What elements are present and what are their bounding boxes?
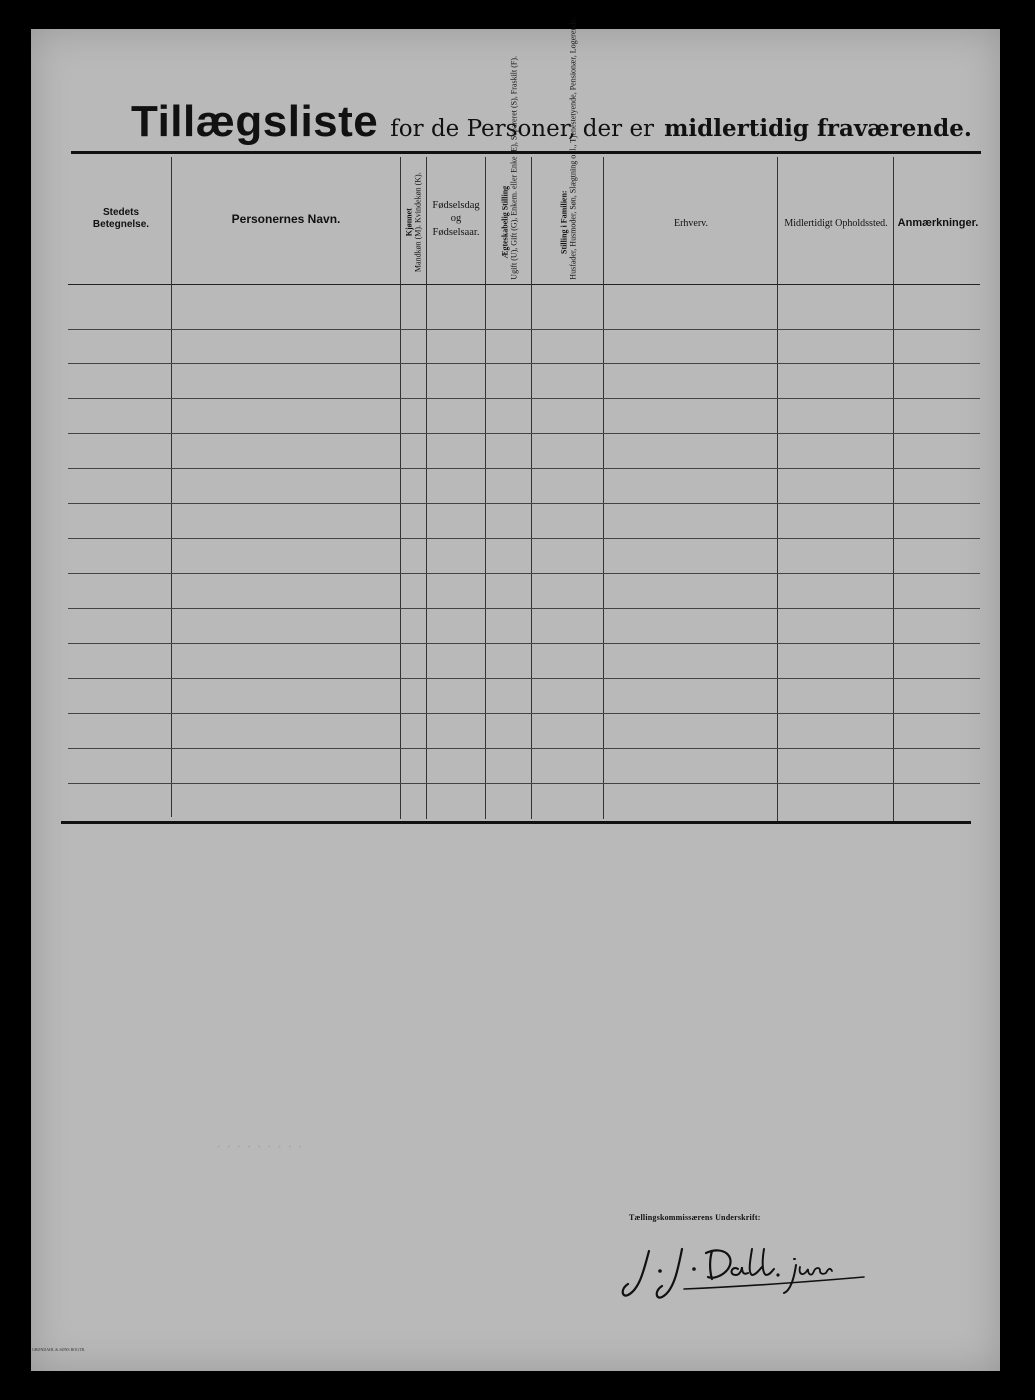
table-row: [68, 643, 980, 644]
table-row: [68, 608, 980, 609]
header-fodsel: Fødselsdag og Fødselsaar.: [432, 200, 480, 238]
column-divider: [531, 157, 532, 819]
header-aegteskab: Ægteskabelig Stilling Ugift (U), Gift (G), Enkem. eller Enke (E), Separeret (S), Fraskilt (F).: [499, 55, 518, 280]
handwritten-signature: [614, 1229, 874, 1309]
signature-label: Tællingskommissærens Underskrift:: [629, 1213, 761, 1222]
table-row: [68, 329, 980, 330]
header-kjonnet: Kjønnet Mandkøn (M). Kvindekøn (K).: [404, 172, 423, 272]
table-row: [68, 503, 980, 504]
column-divider: [171, 157, 172, 817]
table-row: [68, 783, 980, 784]
table-row: [68, 468, 980, 469]
table-row: [68, 363, 980, 364]
header-stedets: Stedets Betegnelse.: [92, 206, 150, 230]
table-row: [68, 398, 980, 399]
header-navn: Personernes Navn.: [231, 211, 341, 226]
table-row: [68, 433, 980, 434]
header-anmaerkninger: Anmærkninger.: [897, 217, 979, 230]
header-opholdssted: Midlertidigt Opholdssted.: [784, 217, 888, 229]
bleed-through-text: · · · · · · · · ·: [216, 1137, 303, 1156]
header-familien: Stilling i Familien: Husfader, Husmoder, Søn, Slægtning o. l., Tjenestetyende, Pensionær, Logerende.: [558, 16, 577, 280]
table-row: [68, 678, 980, 679]
census-form-sheet: [31, 16, 1000, 1371]
table-row: [68, 573, 980, 574]
column-divider: [485, 157, 486, 819]
table-row: [68, 748, 980, 749]
form-table: [31, 16, 1000, 929]
table-row: [68, 713, 980, 714]
header-divider: [68, 284, 980, 285]
title-rest: for de Personer, der er: [390, 116, 655, 142]
bottom-rule: [61, 821, 971, 824]
title-main: Tillægsliste: [131, 97, 379, 146]
column-divider: [777, 157, 778, 821]
column-divider: [426, 157, 427, 819]
printer-imprint: GRØNDAHL & SØNS BOGTR.: [32, 1347, 86, 1352]
table-row: [68, 538, 980, 539]
column-divider: [603, 157, 604, 819]
title-bold: midlertidig fraværende.: [664, 115, 972, 142]
header-erhverv: Erhverv.: [673, 217, 709, 229]
column-divider: [893, 157, 894, 821]
